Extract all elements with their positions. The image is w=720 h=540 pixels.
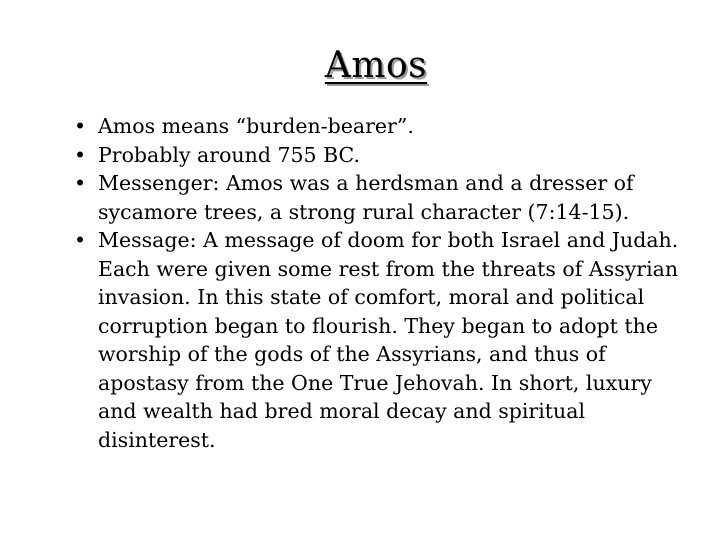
bullet-text-message: Message: A message of doom for both Israel and Judah. Each were given some rest from the threats of Assyrian invasion. In this state of comfort, moral and political corruption began to flourish. They began to adopt the worship of the gods of the Assyrians, and thus of apostasy from the One True Jehovah. In short, luxury and wealth had bred moral decay and spiritual disinterest. (98, 228, 679, 452)
bullet-text-messenger: Messenger: Amos was a herdsman and a dresser of sycamore trees, a strong rural character (7:14-15). (98, 171, 634, 224)
bullet-list (74, 112, 694, 454)
bullet-item-meaning (74, 112, 694, 141)
bullet-item-date (74, 141, 694, 170)
bullet-icon: • (74, 228, 87, 252)
bullet-item-messenger (74, 169, 694, 226)
bullet-text-date: Probably around 755 BC. (98, 142, 361, 167)
bullet-icon: • (74, 142, 87, 167)
bullet-text-meaning: Amos means “burden-bearer”. (98, 114, 414, 138)
bullet-item-message (74, 226, 694, 454)
slide-title: Amos (324, 45, 428, 86)
bullet-icon: • (74, 114, 87, 138)
bullet-icon: • (74, 171, 87, 195)
